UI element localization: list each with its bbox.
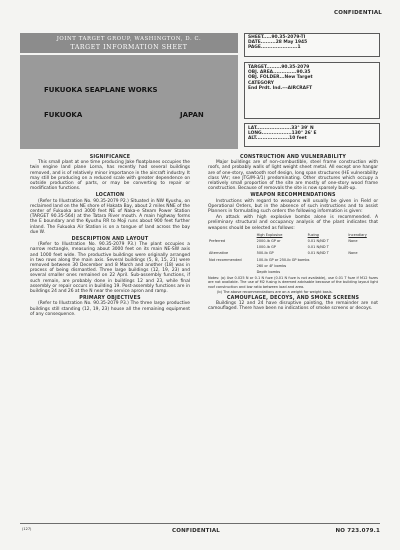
table-cell: 100-lb GP or 250-lb GP bombs [256,257,310,262]
table-cell: 0.01 N/ND T [307,245,329,250]
table-cell: 2000-lb GP or [256,239,281,244]
table-cell: Not recommended [209,257,242,262]
table-cell: 260 or 4F bombs [256,263,287,268]
significance-heading: SIGNIFICANCE [89,155,131,160]
objective-folder: OBJ. FOLDER...New Target [248,75,313,81]
longitude: LONG..................130° 26' E [248,131,317,137]
weapon-table-header-cell: Incendiary [348,232,367,237]
footer-code: (127) [22,527,32,531]
weapon-heading: WEAPON RECOMMENDATIONS [250,193,336,199]
construction-heading: CONSTRUCTION AND VULNERABILITY [239,155,347,160]
header-subtitle: TARGET INFORMATION SHEET [70,44,188,51]
weapon-note-a: Notes: (a) Use 0.025 N or 0.1 N fuze (0.01 N fuze is not available), use 0.01 T fuze if M12 fuzes are not available. The use of M2 fusing is deemed advisable because of the building layout light roof construction and low ratio between load and area. [208,276,378,289]
sheet-page: PAGE......................1 [248,45,301,51]
weapon-table-header-cell: Fuzing [307,232,319,237]
table-row [208,269,378,275]
table-cell: None [348,251,358,256]
layout-text: (Refer to Illustration No. 90.35-2079 P3.) The plant occupies a narrow rectangle, measuring about 3000 feet on its main NE-SW axis and 1000 feet wide. The productive buildings were originally arranged in two rows along the main axis. Several buildings (5, 8, 15, 21) were removed between 30 December and 8 March and another (18) was in process of being dismantled. Three large buildings (12, 19, 23) and several smaller ones remained on 22 April. Sub-assembly functions, if such remain, are probably done in buildings 12 and 23, while final assembly or repair occurs in building 19. Post-assembly functions are in buildings 24 and 26 at the N near the service apron and ramp. [30,242,190,295]
weapon-table-header-cell: High Explosive [256,232,283,237]
table-cell: 0.01 N/ND T [307,251,329,256]
location-text: (Refer to Illustration No. 90.35-2079 P2.) Situated in NW Kyushu, on reclaimed land on the NE shore of Hakata Bay, about 2 miles NNE of the center of Fukuoka and 3000 feet NE of Naka-e Steam Power Station (TARGET 90.35-564) at the Tatara River mouth. A main highway forms the E boundary and the Kyushu RR to Moji runs about 900 feet further inland. The Fukuoka Air Station is on a tongue of land across the bay due W. [30,198,190,235]
target-information-sheet [16,10,382,540]
significance-text: This small plant at one time producing Jake floatplanes occupies the twin engine land plane Lorna, has recently had several buildings removed, and is of relatively minor importance in the aircraft industry. It may still be producing on a reduced scale with greater dependence on outside production of parts, or may be converting to repair or modification functions. [30,160,190,192]
table-cell: Depth bombs [256,270,281,275]
table-cell: None [348,239,358,244]
header-title: JOINT TARGET GROUP, WASHINGTON, D. C. [56,36,202,42]
left-column [30,155,190,318]
sheet-info-box [244,33,380,57]
table-cell: 1000-lb GP [256,245,276,250]
sheet-number: SHEET.....90.35-2079-TI [248,35,306,40]
layout-heading: DESCRIPTION AND LAYOUT [71,237,149,243]
document-number: NO 723.079.1 [335,528,380,534]
construction-text: Major buildings are of non-combustible, steel frame construction with roofs, and probably walls of light weight sheet metal. All except one hangar are of one-story, sawtooth roof design, long span structures (HE vulnerability class VAr; see JTG/M-3/1) predominating. Other structures which occupy a relatively small proportion of the site are mostly of one-story wood frame construction. Because of removals the site is now sparsely built-up. [208,160,378,192]
weapon-table [208,232,378,275]
weapon-attack-text: An attack with high explosive bombs alone is recommended. A preliminary structural and occupancy analysis of the plant indicates that weapons should be selected as follows: [208,215,378,231]
right-column [208,155,378,313]
altitude: ALT....................10 feet [248,136,307,142]
coordinates-box [244,123,380,147]
camouflage-text: Buildings 12 and 24 have disruptive painting, the remainder are not camouflaged. There have been no indications of smoke screens or decoys. [208,301,378,312]
footer-rule [20,523,380,524]
camouflage-heading: CAMOUFLAGE, DECOYS, AND SMOKE SCREENS [226,296,360,302]
sheet-date: DATE.........28 May 1945 [248,40,308,46]
table-cell [208,269,256,275]
latitude: LAT.....................33° 39' N [248,126,314,131]
table-cell: 0.01 N/ND T [307,239,329,244]
target-info-box [244,62,380,119]
table-cell: 500-lb GP [256,251,274,256]
objective-area: OBJ. AREA..............90.35 [248,70,311,76]
objectives-text: (Refer to Illustration No. 90.35-2079 P3.) The three large productive buildings still standing (12, 19, 23) house all the remaining equipment of any consequence. [30,301,190,317]
category-label: CATEGORY [248,80,274,86]
place-country: JAPAN [180,111,204,119]
table-cell: Alternative [209,251,229,256]
weapon-note-b: (b) The above recommendations are on a weight for weight basis. [217,289,333,294]
confidential-top-label: CONFIDENTIAL [333,10,382,16]
category-value: End Prdt. Ind.---AIRCRAFT [248,85,313,91]
place-name: FUKUOKA SEAPLANE WORKS [44,86,158,94]
location-heading: LOCATION [95,193,125,199]
place-city: FUKUOKA [44,111,83,119]
table-cell: Preferred [209,239,226,244]
place-band [20,55,238,149]
objectives-heading: PRIMARY OBJECTIVES [79,296,141,302]
target-number: TARGET.........90.35-2079 [248,65,310,70]
confidential-bottom-label: CONFIDENTIAL [171,528,220,534]
weapon-instructions-text: Instructions with regard to weapons will usually be given in Field or Operational Orders, but in the absence of such instructions and to assist Planners in formulating such orders the following information is given: [208,198,378,215]
header-band [20,33,238,53]
